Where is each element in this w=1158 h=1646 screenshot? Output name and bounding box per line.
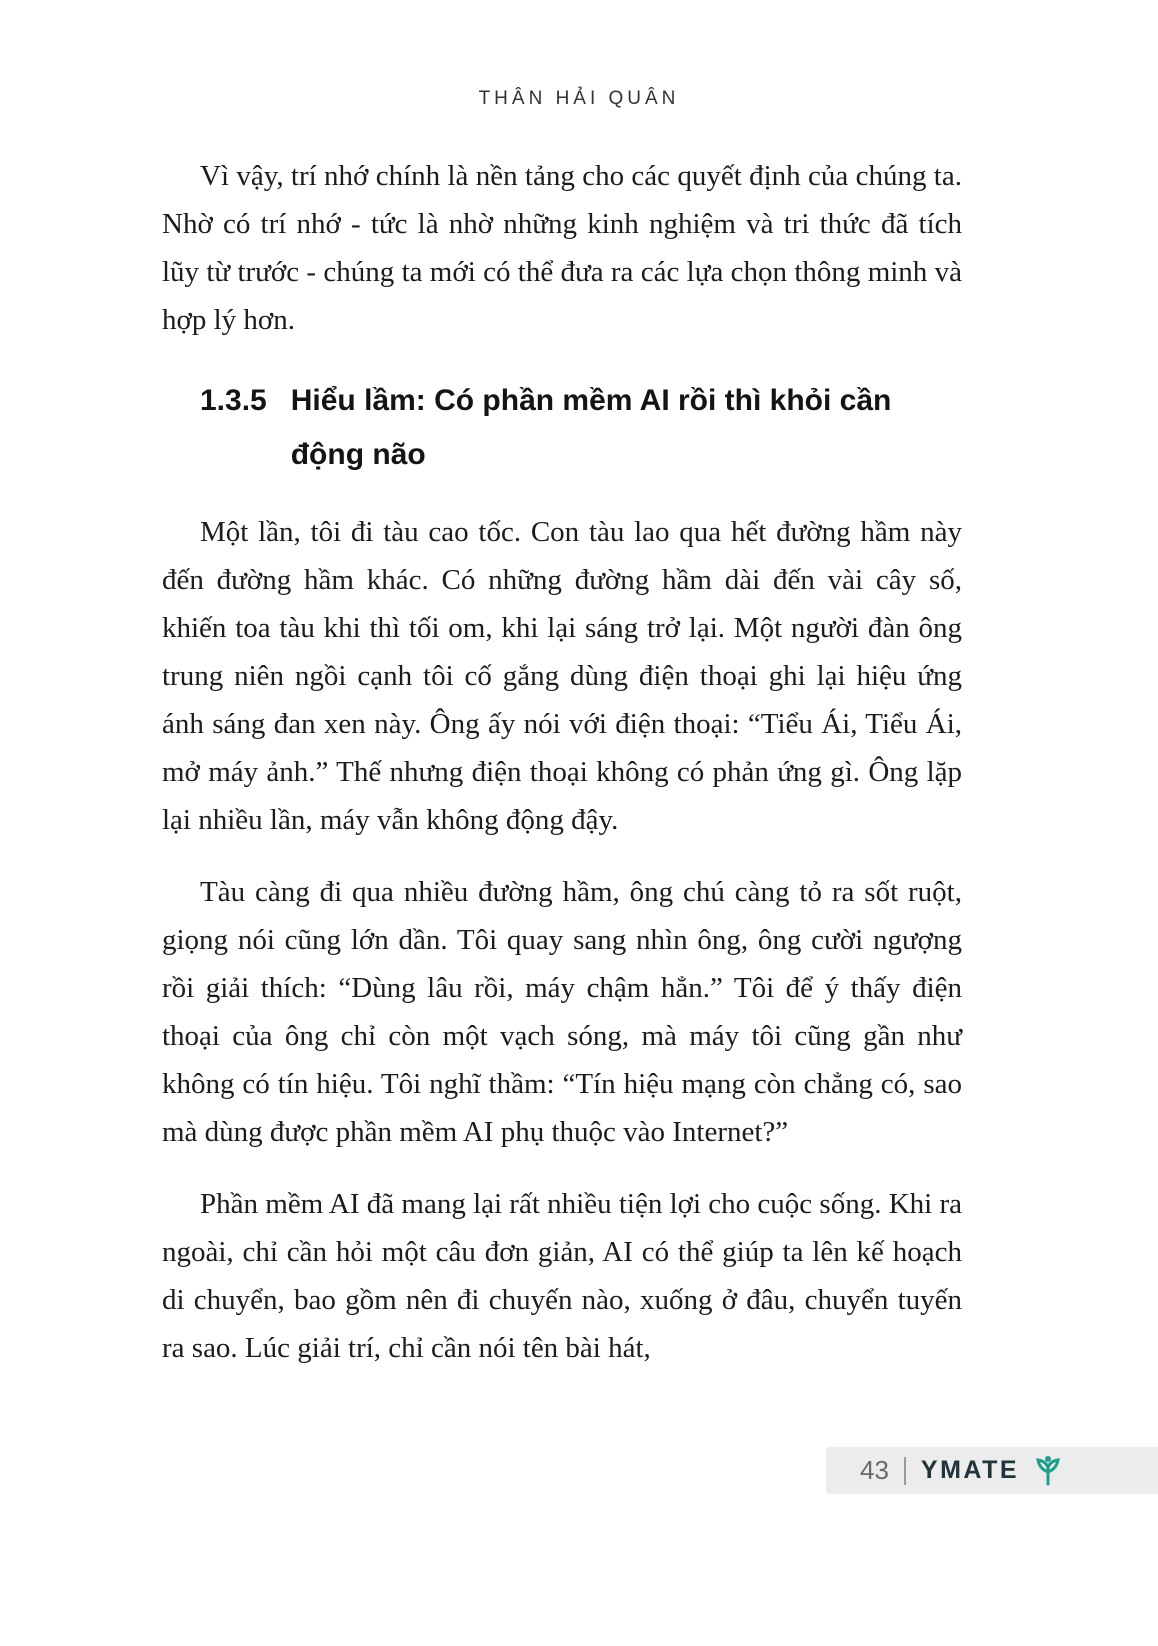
body-paragraph: Tàu càng đi qua nhiều đường hầm, ông chú càng tỏ ra sốt ruột, giọng nói cũng lớn dần. Tôi quay sang nhìn ông, ông cười ngượng rồi giải thích: “Dùng lâu rồi, máy chậm hẳn.” Tôi để ý thấy điện thoại của ông chỉ còn một vạch sóng, mà máy tôi cũng gần như không có tín hiệu. Tôi nghĩ thầm: “Tín hiệu mạng còn chẳng có, sao mà dùng được phần mềm AI phụ thuộc vào Internet?” [162,876,962,1148]
section-title: Hiểu lầm: Có phần mềm AI rồi thì khỏi cần động não [290,384,892,471]
section-number: 1.3.5 [200,384,267,417]
page-body [162,152,962,1396]
section-heading [162,374,962,482]
body-paragraph: Một lần, tôi đi tàu cao tốc. Con tàu lao qua hết đường hầm này đến đường hầm khác. Có những đường hầm dài đến vài cây số, khiến toa tàu khi thì tối om, khi lại sáng trở lại. Một người đàn ông trung niên ngồi cạnh tôi cố gắng dùng điện thoại ghi lại hiệu ứng ánh sáng đan xen này. Ông ấy nói với điện thoại: “Tiểu Ái, Tiểu Ái, mở máy ảnh.” Thế nhưng điện thoại không có phản ứng gì. Ông lặp lại nhiều lần, máy vẫn không động đậy. [162,516,962,836]
footer-divider [904,1457,906,1485]
body-paragraph: Phần mềm AI đã mang lại rất nhiều tiện lợi cho cuộc sống. Khi ra ngoài, chỉ cần hỏi một câu đơn giản, AI có thể giúp ta lên kế hoạch di chuyển, bao gồm nên đi chuyến nào, xuống ở đâu, chuyển tuyến ra sao. Lúc giải trí, chỉ cần nói tên bài hát, [162,1188,962,1364]
page-footer [826,1447,1158,1494]
brand-name: YMATE [920,1456,1020,1484]
sprout-figure-icon [1031,1454,1065,1488]
page-number: 43 [860,1455,889,1485]
running-header: THÂN HẢI QUÂN [478,88,680,109]
body-paragraph: Vì vậy, trí nhớ chính là nền tảng cho các quyết định của chúng ta. Nhờ có trí nhớ - tức là nhờ những kinh nghiệm và tri thức đã tích lũy từ trước - chúng ta mới có thể đưa ra các lựa chọn thông minh và hợp lý hơn. [162,160,962,336]
